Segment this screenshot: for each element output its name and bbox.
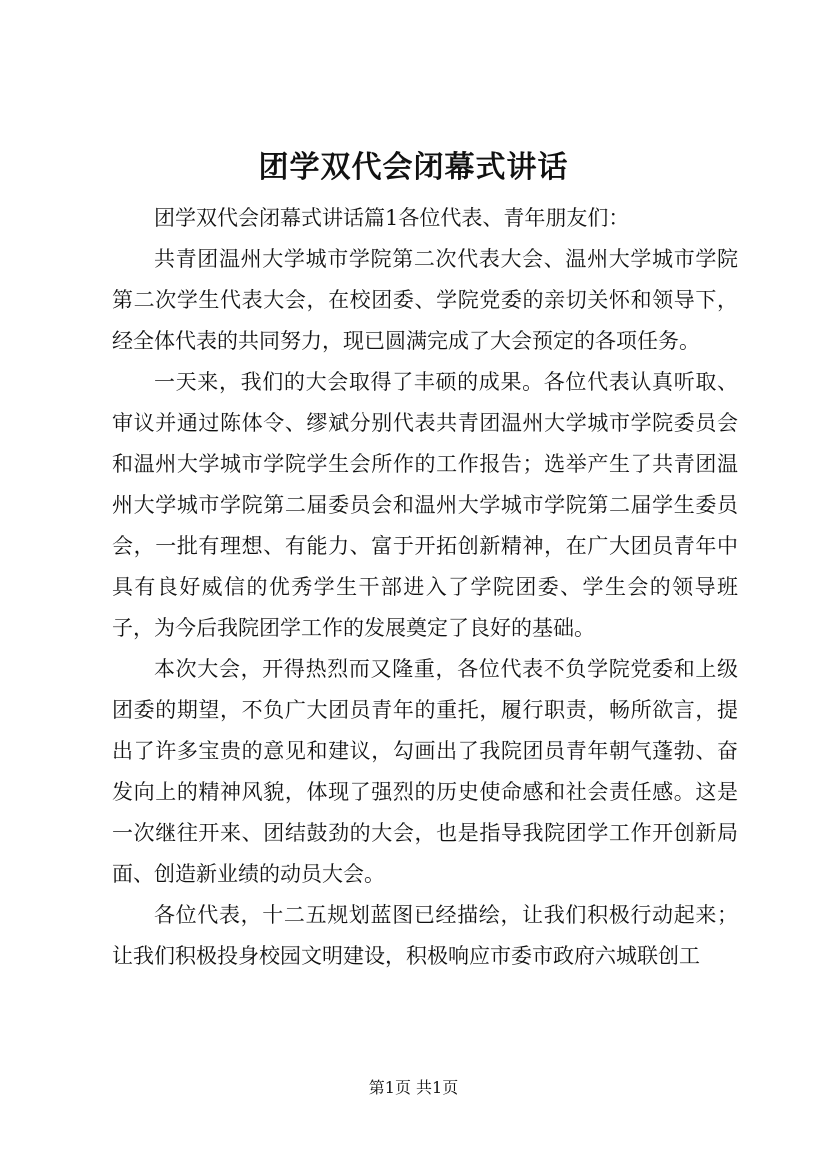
paragraph-2: 共青团温州大学城市学院第二次代表大会、温州大学城市学院第二次学生代表大会，在校团委、学院党委的亲切关怀和领导下，经全体代表的共同努力，现已圆满完成了大会预定的各项任务。 (112, 247, 738, 353)
paragraph-3: 一天来，我们的大会取得了丰硕的成果。各位代表认真听取、审议并通过陈体令、缪斌分别代表共青团温州大学城市学院委员会和温州大学城市学院学生会所作的工作报告；选举产生了共青团温州大学城市学院第二届委员会和温州大学城市学院第二届学生委员会，一批有理想、有能力、富于开拓创新精神，在广大团员青年中具有良好威信的优秀学生干部进入了学院团委、学生会的领导班子，为今后我院团学工作的发展奠定了良好的基础。 (112, 370, 738, 640)
paragraph-5: 各位代表，十二五规划蓝图已经描绘，让我们积极行动起来；让我们积极投身校园文明建设，积极响应市委市政府六城联创工 (112, 903, 738, 968)
document-title: 团学双代会闭幕式讲话 (258, 150, 569, 185)
page-footer: 第1页 共1页 (368, 1078, 459, 1097)
paragraph-4: 本次大会，开得热烈而又隆重，各位代表不负学院党委和上级团委的期望，不负广大团员青年的重托，履行职责，畅所欲言，提出了许多宝贵的意见和建议，勾画出了我院团员青年朝气蓬勃、奋发向上的精神风貌，体现了强烈的历史使命感和社会责任感。这是一次继往开来、团结鼓劲的大会，也是指导我院团学工作开创新局面、创造新业绩的动员大会。 (112, 657, 738, 886)
document-body (112, 198, 738, 977)
paragraph-1: 团学双代会闭幕式讲话篇1各位代表、青年朋友们： (154, 206, 630, 230)
